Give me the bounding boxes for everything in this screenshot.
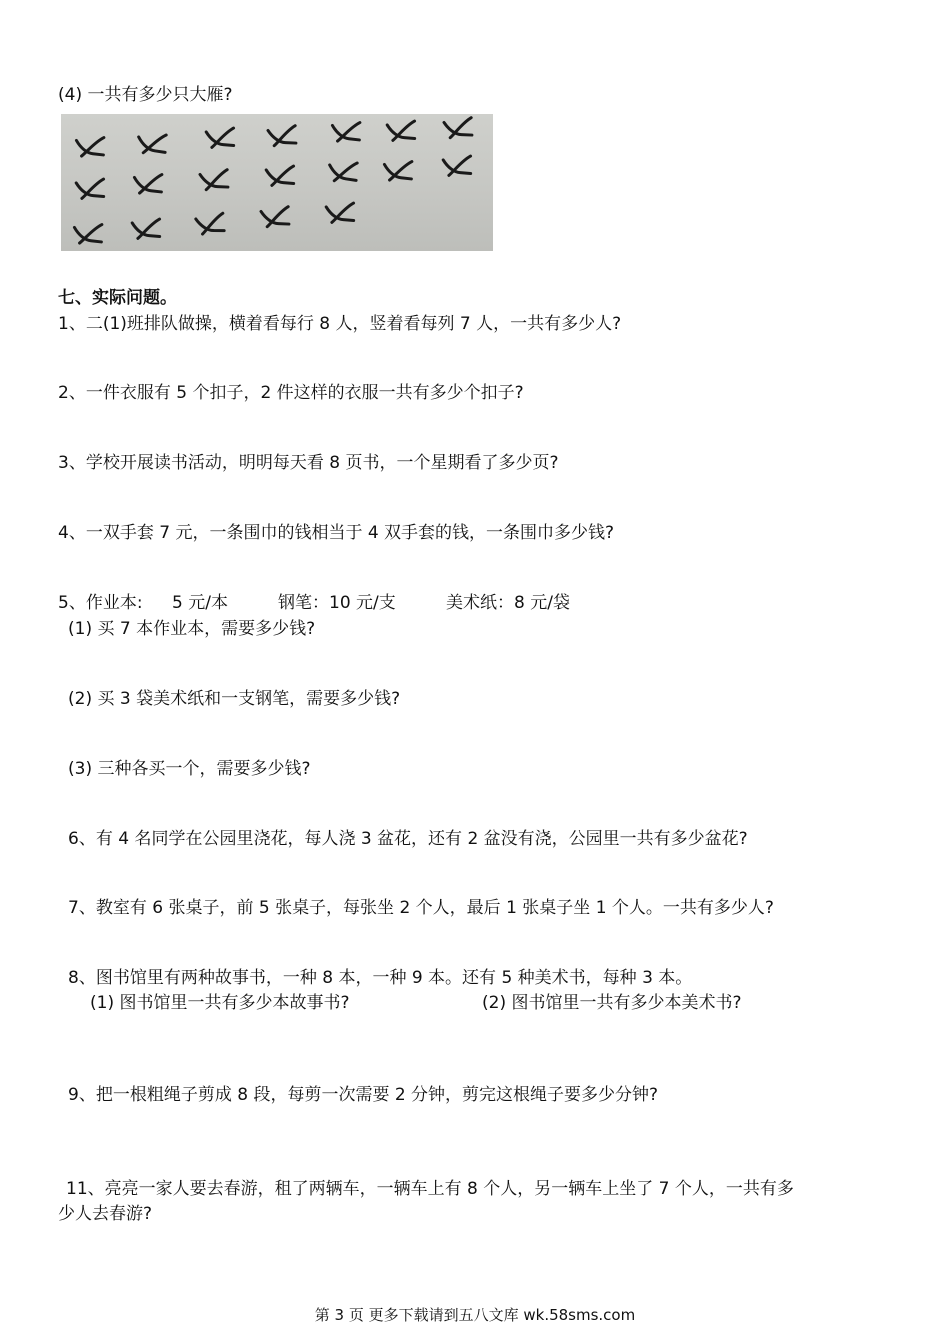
problem-8-stem: 8、图书馆里有两种故事书，一种 8 本，一种 9 本。还有 5 种美术书，每种 3 本。 — [68, 968, 693, 988]
goose-glyph — [134, 175, 163, 195]
problem-5-lead: 5、作业本: — [58, 593, 143, 613]
goose-glyph — [200, 170, 230, 192]
goose-glyph — [132, 219, 162, 240]
section-title: 七、实际问题。 — [58, 288, 177, 308]
goose-glyph — [74, 225, 103, 245]
goose-glyph — [76, 138, 105, 158]
problem-7: 7、教室有 6 张桌子，前 5 张桌子，每张坐 2 个人，最后 1 张桌子坐 1 个人。一共有多少人? — [68, 898, 774, 918]
problem-6: 6、有 4 名同学在公园里浇花，每人浇 3 盆花，还有 2 盆没有浇，公园里一共有多少盆花? — [68, 829, 748, 849]
goose-glyph — [206, 128, 236, 149]
problem-5-sub2: (2) 买 3 袋美术纸和一支钢笔，需要多少钱? — [68, 689, 401, 709]
geese-drawing — [61, 114, 493, 251]
problem-9: 9、把一根粗绳子剪成 8 段，每剪一次需要 2 分钟，剪完这根绳子要多少分钟? — [68, 1085, 659, 1105]
price-notebook: 5 元/本 — [172, 593, 228, 613]
goose-glyph — [76, 179, 106, 200]
goose-glyph — [387, 121, 417, 142]
goose-glyph — [326, 203, 356, 224]
goose-glyph — [268, 126, 298, 148]
price-art-paper: 美术纸：8 元/袋 — [446, 593, 570, 613]
problem-2: 2、一件衣服有 5 个扣子，2 件这样的衣服一共有多少个扣子? — [58, 383, 524, 403]
price-pen: 钢笔：10 元/支 — [278, 593, 396, 613]
problem-1: 1、二(1)班排队做操，横着看每行 8 人，竖着看每列 7 人，一共有多少人? — [58, 314, 622, 334]
problem-8-sub1: (1) 图书馆里一共有多少本故事书? — [90, 993, 350, 1013]
problem-11-line1: 11、亮亮一家人要去春游，租了两辆车，一辆车上有 8 个人，另一辆车上坐了 7 个人，一共有多 — [66, 1179, 794, 1199]
goose-glyph — [332, 123, 361, 143]
problem-3: 3、学校开展读书活动，明明每天看 8 页书，一个星期看了多少页? — [58, 453, 559, 473]
problem-5-sub1: (1) 买 7 本作业本，需要多少钱? — [68, 619, 316, 639]
goose-glyph — [139, 135, 168, 154]
goose-glyph — [443, 156, 473, 177]
problem-4: 4、一双手套 7 元，一条围巾的钱相当于 4 双手套的钱，一条围巾多少钱? — [58, 523, 615, 543]
goose-glyph — [196, 213, 227, 236]
goose-glyph — [261, 207, 291, 229]
goose-glyph — [444, 118, 474, 140]
geese-photo — [61, 114, 493, 251]
goose-glyph — [330, 163, 359, 182]
problem-5-sub3: (3) 三种各买一个，需要多少钱? — [68, 759, 311, 779]
goose-glyph — [384, 162, 413, 182]
goose-glyph — [266, 166, 296, 187]
page-footer: 第 3 页 更多下载请到五八文库 wk.58sms.com — [314, 1306, 636, 1324]
problem-8-sub2: (2) 图书馆里一共有多少本美术书? — [482, 993, 742, 1013]
problem-11-line2: 少人去春游? — [58, 1204, 153, 1224]
question-4-prompt: (4) 一共有多少只大雁? — [58, 85, 233, 105]
